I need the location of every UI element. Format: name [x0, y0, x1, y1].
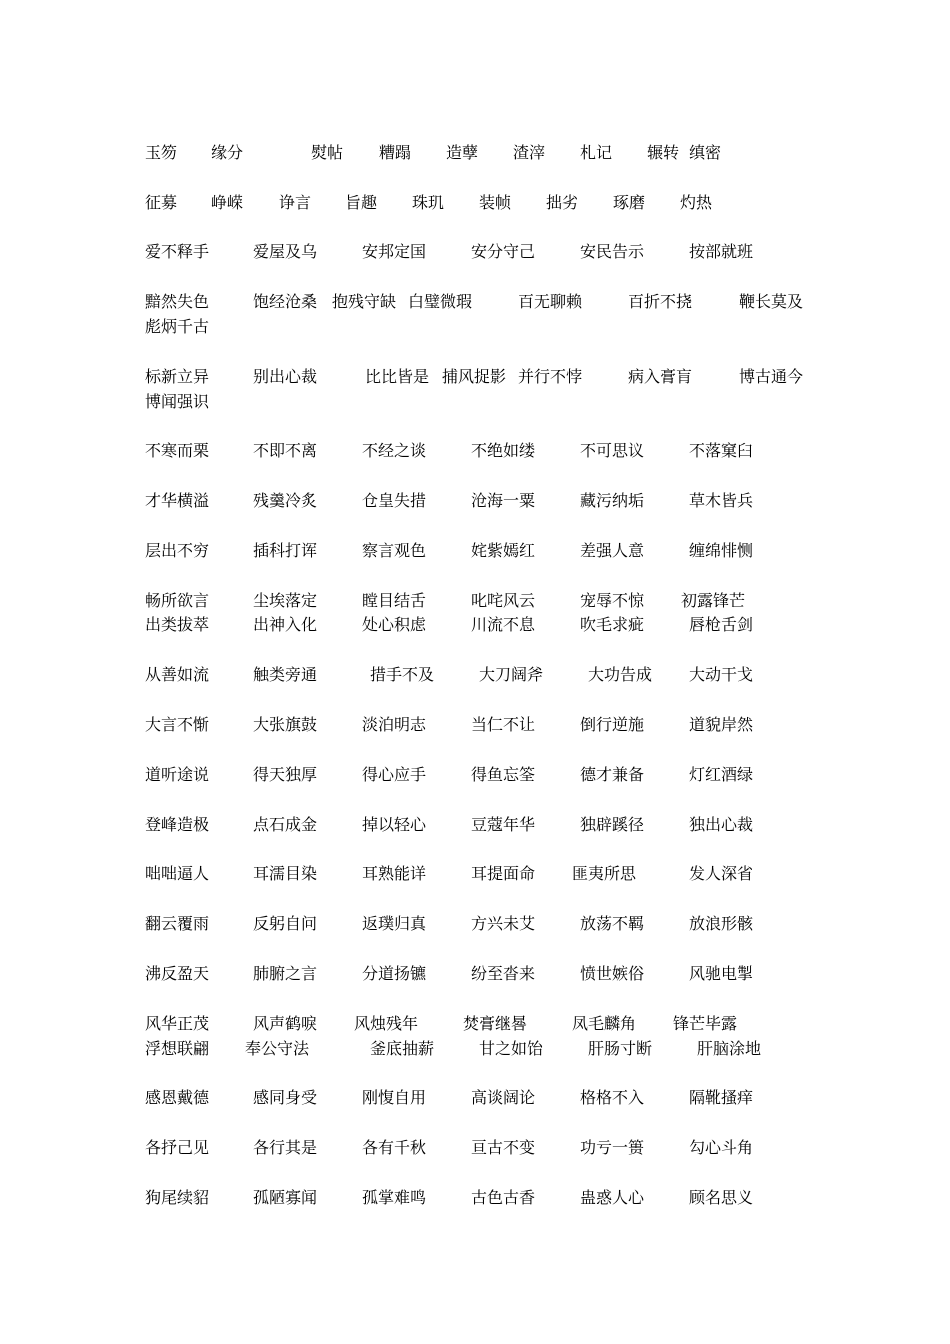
vocabulary-word: 珠玑	[412, 193, 445, 212]
word-row	[0, 490, 950, 512]
vocabulary-word: 征募	[145, 193, 178, 212]
vocabulary-word: 才华横溢	[145, 491, 210, 510]
vocabulary-word: 别出心裁	[253, 367, 318, 386]
vocabulary-word: 大刀阔斧	[479, 665, 544, 684]
vocabulary-word: 博闻强识	[145, 392, 210, 411]
word-row	[0, 963, 950, 985]
vocabulary-word: 灯红酒绿	[689, 765, 754, 784]
vocabulary-word: 爱屋及乌	[253, 242, 318, 261]
word-row	[0, 714, 950, 736]
vocabulary-word: 翻云覆雨	[145, 914, 210, 933]
vocabulary-word: 大言不惭	[145, 715, 210, 734]
vocabulary-word: 出神入化	[253, 615, 318, 634]
vocabulary-word: 愤世嫉俗	[580, 964, 645, 983]
vocabulary-word: 风华正茂	[145, 1014, 210, 1033]
vocabulary-word: 按部就班	[689, 242, 754, 261]
vocabulary-word: 大功告成	[588, 665, 653, 684]
vocabulary-word: 旨趣	[345, 193, 378, 212]
vocabulary-word: 触类旁通	[253, 665, 318, 684]
vocabulary-word: 刚愎自用	[362, 1088, 427, 1107]
vocabulary-word: 造孽	[446, 143, 479, 162]
vocabulary-word: 残羹冷炙	[253, 491, 318, 510]
vocabulary-word: 孤陋寡闻	[253, 1188, 318, 1207]
word-row	[0, 614, 950, 636]
vocabulary-word: 糟蹋	[379, 143, 412, 162]
vocabulary-word: 锋芒毕露	[673, 1014, 738, 1033]
vocabulary-word: 不绝如缕	[471, 441, 536, 460]
vocabulary-word: 豆蔻年华	[471, 815, 536, 834]
vocabulary-word: 不寒而栗	[145, 441, 210, 460]
vocabulary-word: 安民告示	[580, 242, 645, 261]
vocabulary-word: 处心积虑	[362, 615, 427, 634]
vocabulary-word: 纷至沓来	[471, 964, 536, 983]
word-row	[0, 241, 950, 263]
vocabulary-word: 风声鹤唳	[253, 1014, 318, 1033]
vocabulary-word: 比比皆是	[365, 367, 430, 386]
vocabulary-word: 黯然失色	[145, 292, 210, 311]
vocabulary-word: 缜密	[689, 143, 722, 162]
vocabulary-word: 功亏一篑	[580, 1138, 645, 1157]
word-row	[0, 1087, 950, 1109]
word-row	[0, 1038, 950, 1060]
vocabulary-word: 高谈阔论	[471, 1088, 536, 1107]
vocabulary-word: 倒行逆施	[580, 715, 645, 734]
vocabulary-word: 风烛残年	[354, 1014, 419, 1033]
vocabulary-word: 肝脑涂地	[697, 1039, 762, 1058]
vocabulary-word: 姹紫嫣红	[471, 541, 536, 560]
vocabulary-word: 蛊惑人心	[580, 1188, 645, 1207]
vocabulary-word: 狗尾续貂	[145, 1188, 210, 1207]
vocabulary-word: 不即不离	[253, 441, 318, 460]
word-row	[0, 590, 950, 612]
vocabulary-word: 分道扬镳	[362, 964, 427, 983]
word-row	[0, 863, 950, 885]
vocabulary-word: 彪炳千古	[145, 317, 210, 336]
vocabulary-word: 安邦定国	[362, 242, 427, 261]
vocabulary-word: 博古通今	[739, 367, 804, 386]
vocabulary-word: 得心应手	[362, 765, 427, 784]
vocabulary-word: 沸反盈天	[145, 964, 210, 983]
vocabulary-word: 登峰造极	[145, 815, 210, 834]
vocabulary-word: 方兴未艾	[471, 914, 536, 933]
vocabulary-word: 不落窠臼	[689, 441, 754, 460]
vocabulary-word: 勾心斗角	[689, 1138, 754, 1157]
vocabulary-word: 肝肠寸断	[588, 1039, 653, 1058]
vocabulary-word: 得鱼忘筌	[471, 765, 536, 784]
word-row	[0, 913, 950, 935]
vocabulary-word: 大张旗鼓	[253, 715, 318, 734]
word-row	[0, 316, 950, 338]
vocabulary-word: 层出不穷	[145, 541, 210, 560]
vocabulary-word: 叱咤风云	[471, 591, 536, 610]
vocabulary-word: 放浪形骸	[689, 914, 754, 933]
vocabulary-word: 察言观色	[362, 541, 427, 560]
word-row	[0, 192, 950, 214]
vocabulary-word: 藏污纳垢	[580, 491, 645, 510]
vocabulary-word: 差强人意	[580, 541, 645, 560]
vocabulary-word: 诤言	[279, 193, 312, 212]
vocabulary-word: 从善如流	[145, 665, 210, 684]
vocabulary-word: 鞭长莫及	[739, 292, 804, 311]
vocabulary-word: 饱经沧桑	[253, 292, 318, 311]
vocabulary-word: 甘之如饴	[479, 1039, 544, 1058]
vocabulary-word: 匪夷所思	[572, 864, 637, 883]
vocabulary-word: 耳提面命	[471, 864, 536, 883]
word-row	[0, 814, 950, 836]
vocabulary-word: 各抒己见	[145, 1138, 210, 1157]
vocabulary-word: 感同身受	[253, 1088, 318, 1107]
vocabulary-word: 风驰电掣	[689, 964, 754, 983]
vocabulary-word: 琢磨	[613, 193, 646, 212]
vocabulary-word: 亘古不变	[471, 1138, 536, 1157]
vocabulary-word: 尘埃落定	[253, 591, 318, 610]
vocabulary-word: 耳濡目染	[253, 864, 318, 883]
vocabulary-word: 插科打诨	[253, 541, 318, 560]
vocabulary-word: 道听途说	[145, 765, 210, 784]
vocabulary-word: 发人深省	[689, 864, 754, 883]
vocabulary-word: 各行其是	[253, 1138, 318, 1157]
word-row	[0, 366, 950, 388]
vocabulary-word: 反躬自问	[253, 914, 318, 933]
vocabulary-word: 古色古香	[471, 1188, 536, 1207]
vocabulary-word: 仓皇失措	[362, 491, 427, 510]
vocabulary-word: 釜底抽薪	[370, 1039, 435, 1058]
vocabulary-word: 百折不挠	[628, 292, 693, 311]
vocabulary-word: 瞠目结舌	[362, 591, 427, 610]
vocabulary-word: 大动干戈	[689, 665, 754, 684]
word-row	[0, 664, 950, 686]
vocabulary-word: 装帧	[479, 193, 512, 212]
word-row	[0, 291, 950, 313]
word-row	[0, 764, 950, 786]
vocabulary-word: 格格不入	[580, 1088, 645, 1107]
word-row	[0, 540, 950, 562]
vocabulary-word: 白璧微瑕	[408, 292, 473, 311]
vocabulary-word: 不经之谈	[362, 441, 427, 460]
vocabulary-word: 病入膏肓	[628, 367, 693, 386]
vocabulary-word: 宠辱不惊	[580, 591, 645, 610]
vocabulary-word: 得天独厚	[253, 765, 318, 784]
vocabulary-word: 玉笏	[145, 143, 178, 162]
vocabulary-word: 肺腑之言	[253, 964, 318, 983]
vocabulary-word: 百无聊赖	[518, 292, 583, 311]
vocabulary-word: 出类拔萃	[145, 615, 210, 634]
vocabulary-word: 吹毛求疵	[580, 615, 645, 634]
word-row	[0, 1013, 950, 1035]
vocabulary-word: 川流不息	[471, 615, 536, 634]
word-row	[0, 1137, 950, 1159]
vocabulary-word: 畅所欲言	[145, 591, 210, 610]
vocabulary-word: 初露锋芒	[681, 591, 746, 610]
vocabulary-word: 拙劣	[546, 193, 579, 212]
vocabulary-word: 孤掌难鸣	[362, 1188, 427, 1207]
vocabulary-word: 隔靴搔痒	[689, 1088, 754, 1107]
vocabulary-word: 淡泊明志	[362, 715, 427, 734]
vocabulary-word: 峥嵘	[211, 193, 244, 212]
vocabulary-word: 独出心裁	[689, 815, 754, 834]
vocabulary-word: 札记	[580, 143, 613, 162]
vocabulary-word: 草木皆兵	[689, 491, 754, 510]
vocabulary-word: 唇枪舌剑	[689, 615, 754, 634]
vocabulary-word: 耳熟能详	[362, 864, 427, 883]
word-row	[0, 391, 950, 413]
vocabulary-word: 灼热	[680, 193, 713, 212]
vocabulary-word: 各有千秋	[362, 1138, 427, 1157]
vocabulary-word: 放荡不羁	[580, 914, 645, 933]
vocabulary-word: 道貌岸然	[689, 715, 754, 734]
word-row	[0, 440, 950, 462]
vocabulary-word: 凤毛麟角	[572, 1014, 637, 1033]
vocabulary-word: 奉公守法	[245, 1039, 310, 1058]
vocabulary-word: 标新立异	[145, 367, 210, 386]
vocabulary-word: 缠绵悱恻	[689, 541, 754, 560]
vocabulary-word: 措手不及	[370, 665, 435, 684]
vocabulary-word: 不可思议	[580, 441, 645, 460]
vocabulary-word: 掉以轻心	[362, 815, 427, 834]
vocabulary-word: 安分守己	[471, 242, 536, 261]
vocabulary-word: 爱不释手	[145, 242, 210, 261]
vocabulary-word: 感恩戴德	[145, 1088, 210, 1107]
vocabulary-word: 沧海一粟	[471, 491, 536, 510]
vocabulary-word: 点石成金	[253, 815, 318, 834]
vocabulary-word: 熨帖	[311, 143, 344, 162]
vocabulary-word: 德才兼备	[580, 765, 645, 784]
word-row	[0, 1187, 950, 1209]
vocabulary-word: 浮想联翩	[145, 1039, 210, 1058]
vocabulary-word: 辗转	[647, 143, 680, 162]
vocabulary-word: 捕风捉影	[442, 367, 507, 386]
vocabulary-word: 顾名思义	[689, 1188, 754, 1207]
vocabulary-word: 咄咄逼人	[145, 864, 210, 883]
vocabulary-word: 独辟蹊径	[580, 815, 645, 834]
vocabulary-word: 渣滓	[513, 143, 546, 162]
vocabulary-word: 返璞归真	[362, 914, 427, 933]
vocabulary-word: 缘分	[211, 143, 244, 162]
vocabulary-word: 焚膏继晷	[463, 1014, 528, 1033]
word-row	[0, 142, 950, 164]
vocabulary-word: 抱残守缺	[332, 292, 397, 311]
vocabulary-word: 当仁不让	[471, 715, 536, 734]
vocabulary-word: 并行不悖	[518, 367, 583, 386]
